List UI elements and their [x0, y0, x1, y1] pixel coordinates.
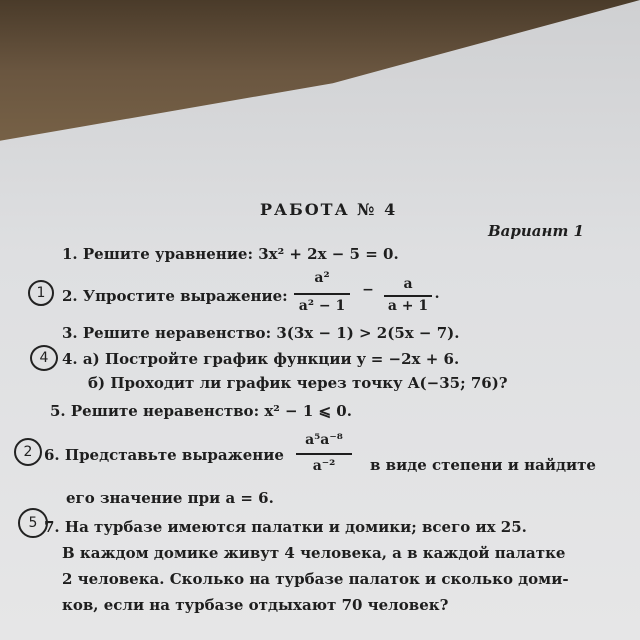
task-6-fraction-denominator: a⁻²: [312, 458, 336, 474]
task-2-fraction-2-bar: [384, 295, 432, 297]
task-2-fraction-2-denominator: a + 1: [387, 298, 429, 314]
task-6-number: 6.: [44, 446, 60, 464]
task-4: [62, 350, 459, 368]
task-3-number: 3.: [62, 324, 78, 342]
task-6-fraction-numerator: a⁵a⁻⁸: [305, 432, 343, 448]
task-6-text: Представьте выражение: [64, 446, 284, 464]
task-7-line-2: В каждом домике живут 4 человека, а в каждой палатке: [62, 544, 566, 562]
task-1-number: 1.: [62, 245, 78, 263]
handwritten-mark-1: 1: [28, 280, 54, 306]
task-7: [44, 518, 527, 536]
task-5-number: 5.: [50, 402, 66, 420]
task-2-fraction-1-bar: [294, 293, 350, 295]
task-2: [62, 287, 288, 305]
task-2-fraction-1-denominator: a² − 1: [298, 298, 346, 314]
handwritten-mark-4: 5: [18, 508, 48, 538]
task-1: [62, 245, 399, 263]
task-2-number: 2.: [62, 287, 78, 305]
task-4-number: 4.: [62, 350, 78, 368]
task-7-line-1: На турбазе имеются палатки и домики; всего их 25.: [64, 518, 527, 536]
task-2-period: .: [434, 286, 440, 302]
handwritten-mark-2: 4: [30, 345, 58, 371]
task-2-text: Упростите выражение:: [82, 287, 288, 305]
handwritten-mark-3: 2: [14, 438, 42, 466]
task-2-fraction-2-numerator: a: [403, 276, 413, 292]
task-6-text-continued: в виде степени и найдите: [370, 456, 596, 474]
task-6: [44, 446, 284, 464]
task-2-minus: −: [362, 282, 374, 298]
variant-label: Вариант 1: [488, 222, 584, 240]
task-5-text: Решите неравенство: x² − 1 ⩽ 0.: [70, 402, 352, 420]
task-5: [50, 402, 352, 420]
task-4-part-b: б) Проходит ли график через точку A(−35; 76)?: [88, 374, 508, 392]
task-7-line-4: ков, если на турбазе отдыхают 70 человек?: [62, 596, 449, 614]
task-2-fraction-1-numerator: a²: [314, 270, 330, 286]
task-6-text-value: его значение при a = 6.: [66, 489, 274, 507]
task-4-part-a: а) Постройте график функции y = −2x + 6.: [82, 350, 460, 368]
task-3-text: Решите неравенство: 3(3x − 1) > 2(5x − 7).: [82, 324, 460, 342]
task-3: [62, 324, 459, 342]
task-1-text: Решите уравнение: 3x² + 2x − 5 = 0.: [82, 245, 399, 263]
task-7-line-3: 2 человека. Сколько на турбазе палаток и сколько доми-: [62, 570, 569, 588]
page-title: РАБОТА № 4: [260, 200, 398, 219]
task-7-number: 7.: [44, 518, 60, 536]
task-6-fraction-bar: [296, 453, 352, 455]
